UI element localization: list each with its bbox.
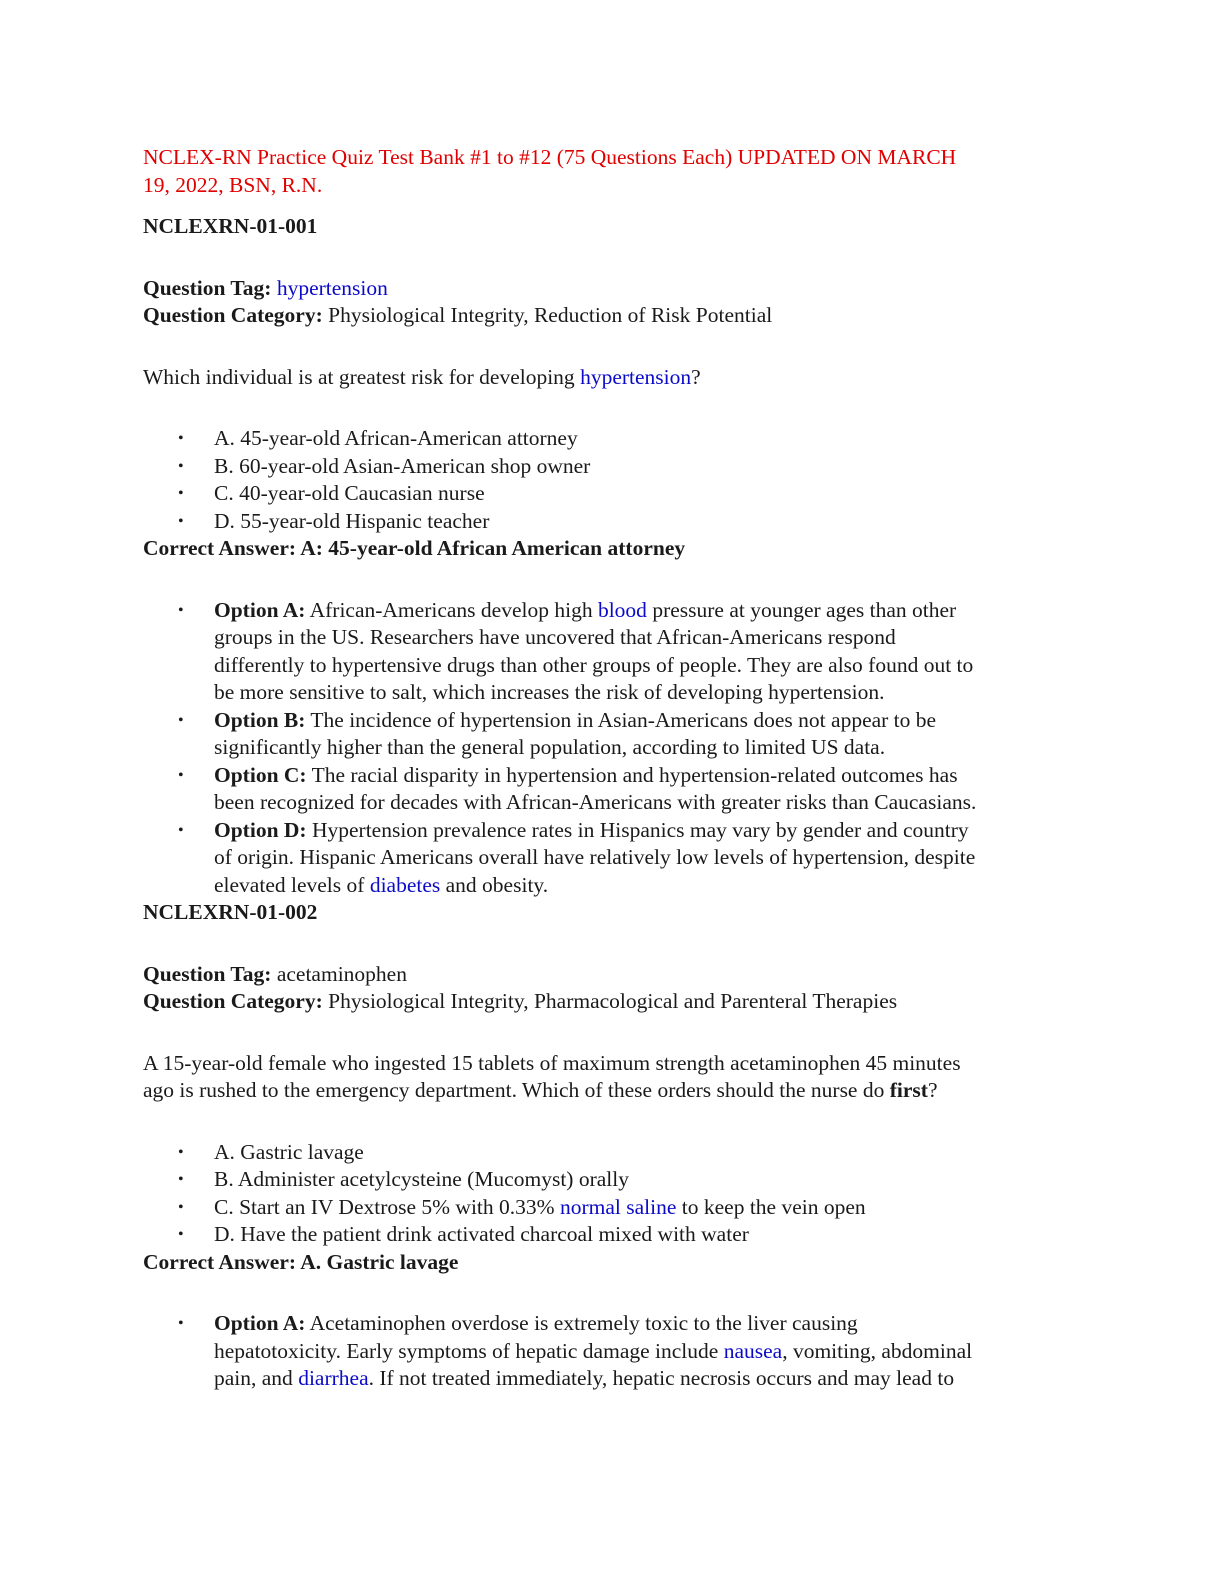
choice-text-part: to keep the vein open <box>676 1194 866 1219</box>
choice-text: C. 40-year-old Caucasian nurse <box>214 481 485 505</box>
correct-answer-label: Correct Answer: <box>143 536 297 560</box>
bullet-icon: • <box>178 1143 184 1161</box>
rationale-line: been recognized for decades with African-Americans with greater risks than Caucasians. <box>214 790 977 814</box>
answer-choices <box>143 1139 1083 1249</box>
correct-answer-value: A: 45-year-old African American attorney <box>296 536 686 560</box>
choice-d <box>143 1221 1083 1249</box>
choice-text <box>214 1194 1083 1222</box>
correct-answer <box>143 1249 1083 1277</box>
choice-text: B. 60-year-old Asian-American shop owner <box>214 453 591 478</box>
question-tag <box>143 275 1083 303</box>
correct-answer <box>143 535 1083 563</box>
rationale-d <box>143 817 1083 900</box>
rationale-line <box>214 597 1083 625</box>
question-category-label: Question Category: <box>143 989 323 1013</box>
rationale-link-nausea[interactable]: nausea <box>723 1338 783 1363</box>
bullet-icon: • <box>178 711 184 729</box>
rationale-text: elevated levels of <box>214 872 370 897</box>
rationale-line <box>214 707 1083 735</box>
stem-emphasis: first <box>889 1078 928 1102</box>
question-tag-label: Question Tag: <box>143 961 272 986</box>
choice-b <box>143 1166 1083 1194</box>
rationale-link-diarrhea[interactable]: diarrhea <box>298 1366 369 1390</box>
rationale-line <box>214 762 1083 790</box>
choice-text: A. 45-year-old African-American attorney <box>214 426 578 450</box>
rationale-label: Option B: <box>214 707 306 732</box>
bullet-icon: • <box>178 1171 184 1188</box>
rationale-link-diabetes[interactable]: diabetes <box>369 872 441 897</box>
rationale-line: groups in the US. Researchers have uncovered that African-Americans respond <box>214 625 896 649</box>
rationale-text: Acetaminophen overdose is extremely toxic to the liver causing <box>305 1311 858 1335</box>
rationale-text: The incidence of hypertension in Asian-Americans does not appear to be <box>305 707 937 732</box>
correct-answer-label: Correct Answer: <box>143 1249 297 1274</box>
rationale-line: be more sensitive to salt, which increases the risk of developing hypertension. <box>214 680 885 704</box>
question-tag <box>143 961 1083 989</box>
rationale-line <box>214 1365 1083 1393</box>
rationale-c <box>143 762 1083 817</box>
question-tag-value: acetaminophen <box>276 961 407 986</box>
question-category-value: Physiological Integrity, Pharmacological and Parenteral Therapies <box>328 989 898 1013</box>
stem-text: Which individual is at greatest risk for developing <box>143 364 581 389</box>
choice-d <box>143 508 1083 536</box>
rationale-line <box>214 1310 1083 1338</box>
choice-c <box>143 480 1083 508</box>
rationale-text: African-Americans develop high <box>305 597 598 622</box>
question-category-label: Question Category: <box>143 303 323 327</box>
question-1 <box>143 213 1083 899</box>
rationale-text: hepatotoxicity. Early symptoms of hepatic damage include <box>214 1338 724 1363</box>
question-id: NCLEXRN-01-002 <box>143 900 318 924</box>
bullet-icon: • <box>178 485 184 502</box>
correct-answer-value: A. Gastric lavage <box>296 1249 459 1274</box>
rationale-text: The racial disparity in hypertension and hypertension-related outcomes has <box>306 762 958 787</box>
rationale-link-blood[interactable]: blood <box>597 597 647 622</box>
rationale-text: Hypertension prevalence rates in Hispanics may vary by gender and country <box>306 817 969 842</box>
bullet-icon: • <box>178 1315 184 1332</box>
question-stem-line-1: A 15-year-old female who ingested 15 tablets of maximum strength acetaminophen 45 minutes <box>143 1050 961 1075</box>
question-tag-link[interactable]: hypertension <box>276 275 388 300</box>
stem-link-hypertension[interactable]: hypertension <box>580 364 692 389</box>
rationale-b <box>143 707 1083 762</box>
title-line-2: 19, 2022, BSN, R.N. <box>143 172 323 197</box>
choice-text: D. 55-year-old Hispanic teacher <box>214 508 490 533</box>
rationale-line <box>214 1338 1083 1366</box>
bullet-icon: • <box>178 430 184 447</box>
rationale-text: . If not treated immediately, hepatic necrosis occurs and may lead to <box>368 1366 955 1390</box>
document-title <box>143 144 1083 199</box>
stem-text: ago is rushed to the emergency department. Which of these orders should the nurse do <box>143 1078 890 1102</box>
choice-text: D. Have the patient drink activated charcoal mixed with water <box>214 1222 749 1246</box>
bullet-icon: • <box>178 821 184 839</box>
stem-text-end: ? <box>691 364 701 389</box>
rationale-line: of origin. Hispanic Americans overall have relatively low levels of hypertension, despite <box>214 845 976 869</box>
rationale-line <box>214 817 1083 845</box>
answer-choices <box>143 425 1083 535</box>
title-line-1: NCLEX-RN Practice Quiz Test Bank #1 to #12 (75 Questions Each) UPDATED ON MARCH <box>143 145 957 169</box>
rationales <box>143 1310 1083 1393</box>
rationale-line <box>214 872 1083 900</box>
bullet-icon: • <box>178 457 184 475</box>
rationale-a <box>143 1310 1083 1393</box>
question-2 <box>143 899 1083 1393</box>
document-page <box>143 144 1083 1393</box>
rationale-label: Option A: <box>214 1311 306 1335</box>
question-category <box>143 302 1083 330</box>
choice-text: A. Gastric lavage <box>214 1139 364 1164</box>
question-category <box>143 988 1083 1016</box>
question-id: NCLEXRN-01-001 <box>143 214 318 238</box>
bullet-icon: • <box>178 601 184 619</box>
rationale-text: pressure at younger ages than other <box>646 597 957 622</box>
bullet-icon: • <box>178 1226 184 1243</box>
rationale-label: Option C: <box>214 762 307 787</box>
rationale-a <box>143 597 1083 707</box>
rationale-text: pain, and <box>214 1366 299 1390</box>
choice-link-normal-saline[interactable]: normal saline <box>559 1194 677 1219</box>
question-stem <box>143 364 1083 392</box>
question-stem-line-2 <box>143 1077 1083 1105</box>
bullet-icon: • <box>178 1198 184 1216</box>
choice-a <box>143 1139 1083 1167</box>
choice-c <box>143 1194 1083 1222</box>
choice-text-part: C. Start an IV Dextrose 5% with 0.33% <box>214 1194 560 1219</box>
rationale-text: and obesity. <box>440 872 549 897</box>
bullet-icon: • <box>178 512 184 530</box>
question-category-value: Physiological Integrity, Reduction of Risk Potential <box>328 303 773 327</box>
question-tag-label: Question Tag: <box>143 275 272 300</box>
choice-b <box>143 453 1083 481</box>
bullet-icon: • <box>178 766 184 784</box>
rationale-label: Option D: <box>214 817 307 842</box>
rationale-text: , vomiting, abdominal <box>782 1338 973 1363</box>
rationale-line: significantly higher than the general population, according to limited US data. <box>214 735 886 759</box>
choice-a <box>143 425 1083 453</box>
rationale-label: Option A: <box>214 597 306 622</box>
stem-text-end: ? <box>927 1078 938 1102</box>
rationale-line: differently to hypertensive drugs than other groups of people. They are also found out to <box>214 652 974 677</box>
choice-text: B. Administer acetylcysteine (Mucomyst) orally <box>214 1167 629 1191</box>
rationales <box>143 597 1083 900</box>
